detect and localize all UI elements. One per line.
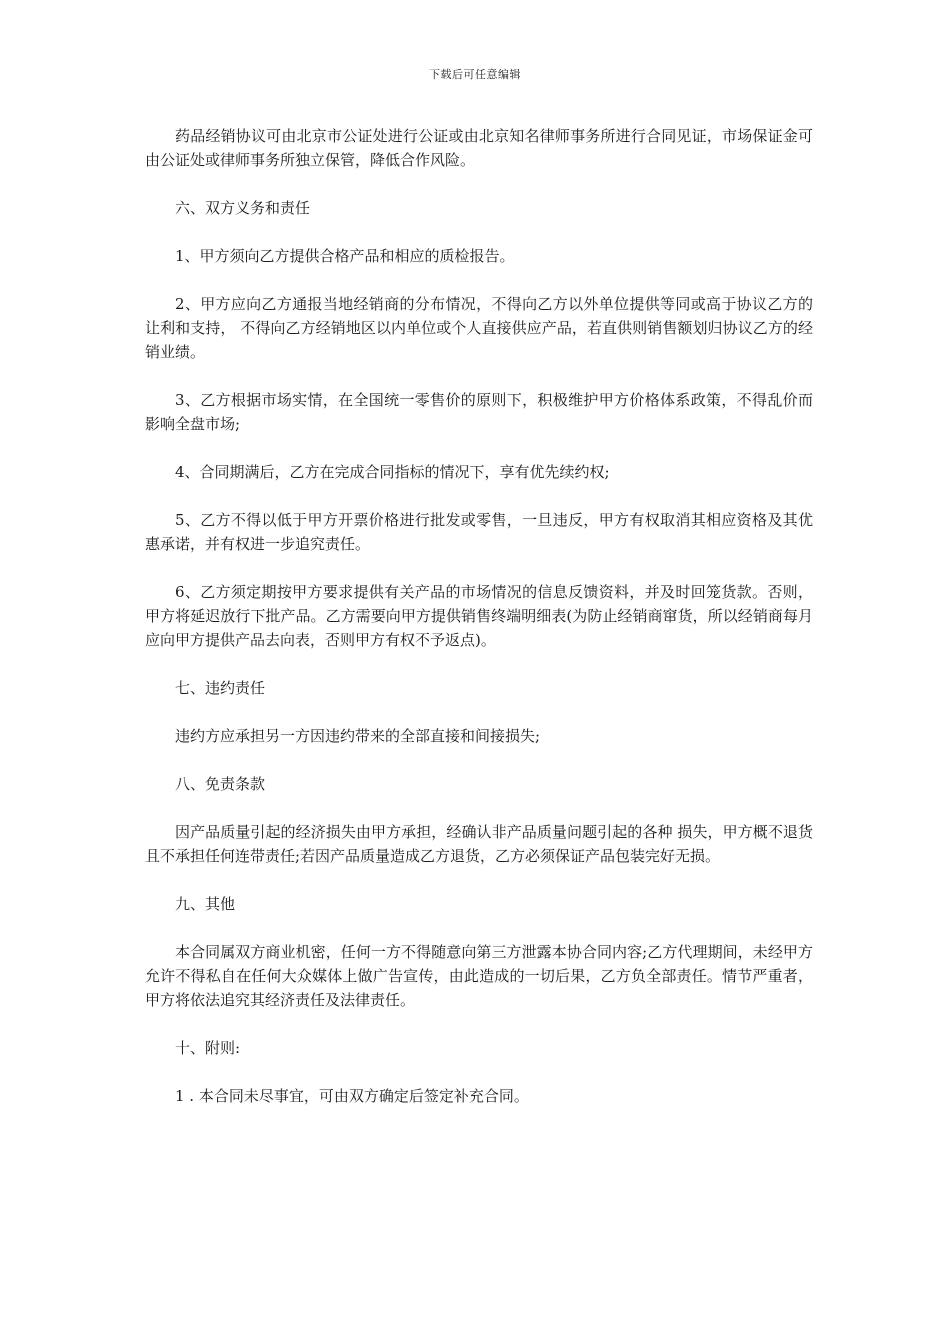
section-8-heading: 八、免责条款 xyxy=(175,775,266,793)
clause-6-1: 1、甲方须向乙方提供合格产品和相应的质检报告。 xyxy=(175,247,515,265)
header-note: 下载后可任意编辑 xyxy=(429,68,521,81)
clause-8: 因产品质量引起的经济损失由甲方承担，经确认非产品质量问题引起的各种 损失，甲方概不退货且不承担任何连带责任;若因产品质量造成乙方退货，乙方必须保证产品包装完好无损。 xyxy=(145,823,813,865)
clause-6-5: 5、乙方不得以低于甲方开票价格进行批发或零售，一旦违反，甲方有权取消其相应资格及其优惠承诺，并有权进一步追究责任。 xyxy=(145,511,813,553)
section-9-heading: 九、其他 xyxy=(175,895,236,913)
clause-6-3: 3、乙方根据市场实情，在全国统一零售价的原则下，积极维护甲方价格体系政策，不得乱价而影响全盘市场; xyxy=(145,391,813,433)
clause-6-2: 2、甲方应向乙方通报当地经销商的分布情况，不得向乙方以外单位提供等同或高于协议乙方的让利和支持， 不得向乙方经销地区以内单位或个人直接供应产品，若直供则销售额划归协议乙方的经销业绩。 xyxy=(145,295,813,361)
clause-10-1: 1 . 本合同未尽事宜，可由双方确定后签定补充合同。 xyxy=(175,1087,529,1105)
section-7-heading: 七、违约责任 xyxy=(175,679,266,697)
clause-6-6: 6、乙方须定期按甲方要求提供有关产品的市场情况的信息反馈资料，并及时回笼货款。否则，甲方将延迟放行下批产品。乙方需要向甲方提供销售终端明细表(为防止经销商窜货，所以经销商每月应向甲方提供产品去向表，否则甲方有权不予返点)。 xyxy=(145,583,813,649)
section-10-heading: 十、附则: xyxy=(175,1039,241,1057)
document-body xyxy=(145,124,813,1132)
section-6-heading: 六、双方义务和责任 xyxy=(175,199,311,217)
clause-6-4: 4、合同期满后，乙方在完成合同指标的情况下，享有优先续约权; xyxy=(175,463,610,481)
clause-7: 违约方应承担另一方因违约带来的全部直接和间接损失; xyxy=(175,727,541,745)
intro-paragraph: 药品经销协议可由北京市公证处进行公证或由北京知名律师事务所进行合同见证，市场保证金可由公证处或律师事务所独立保管，降低合作风险。 xyxy=(145,127,813,169)
clause-9: 本合同属双方商业机密，任何一方不得随意向第三方泄露本协合同内容;乙方代理期间，未经甲方允许不得私自在任何大众媒体上做广告宣传，由此造成的一切后果，乙方负全部责任。情节严重者，甲方将依法追究其经济责任及法律责任。 xyxy=(145,943,813,1009)
